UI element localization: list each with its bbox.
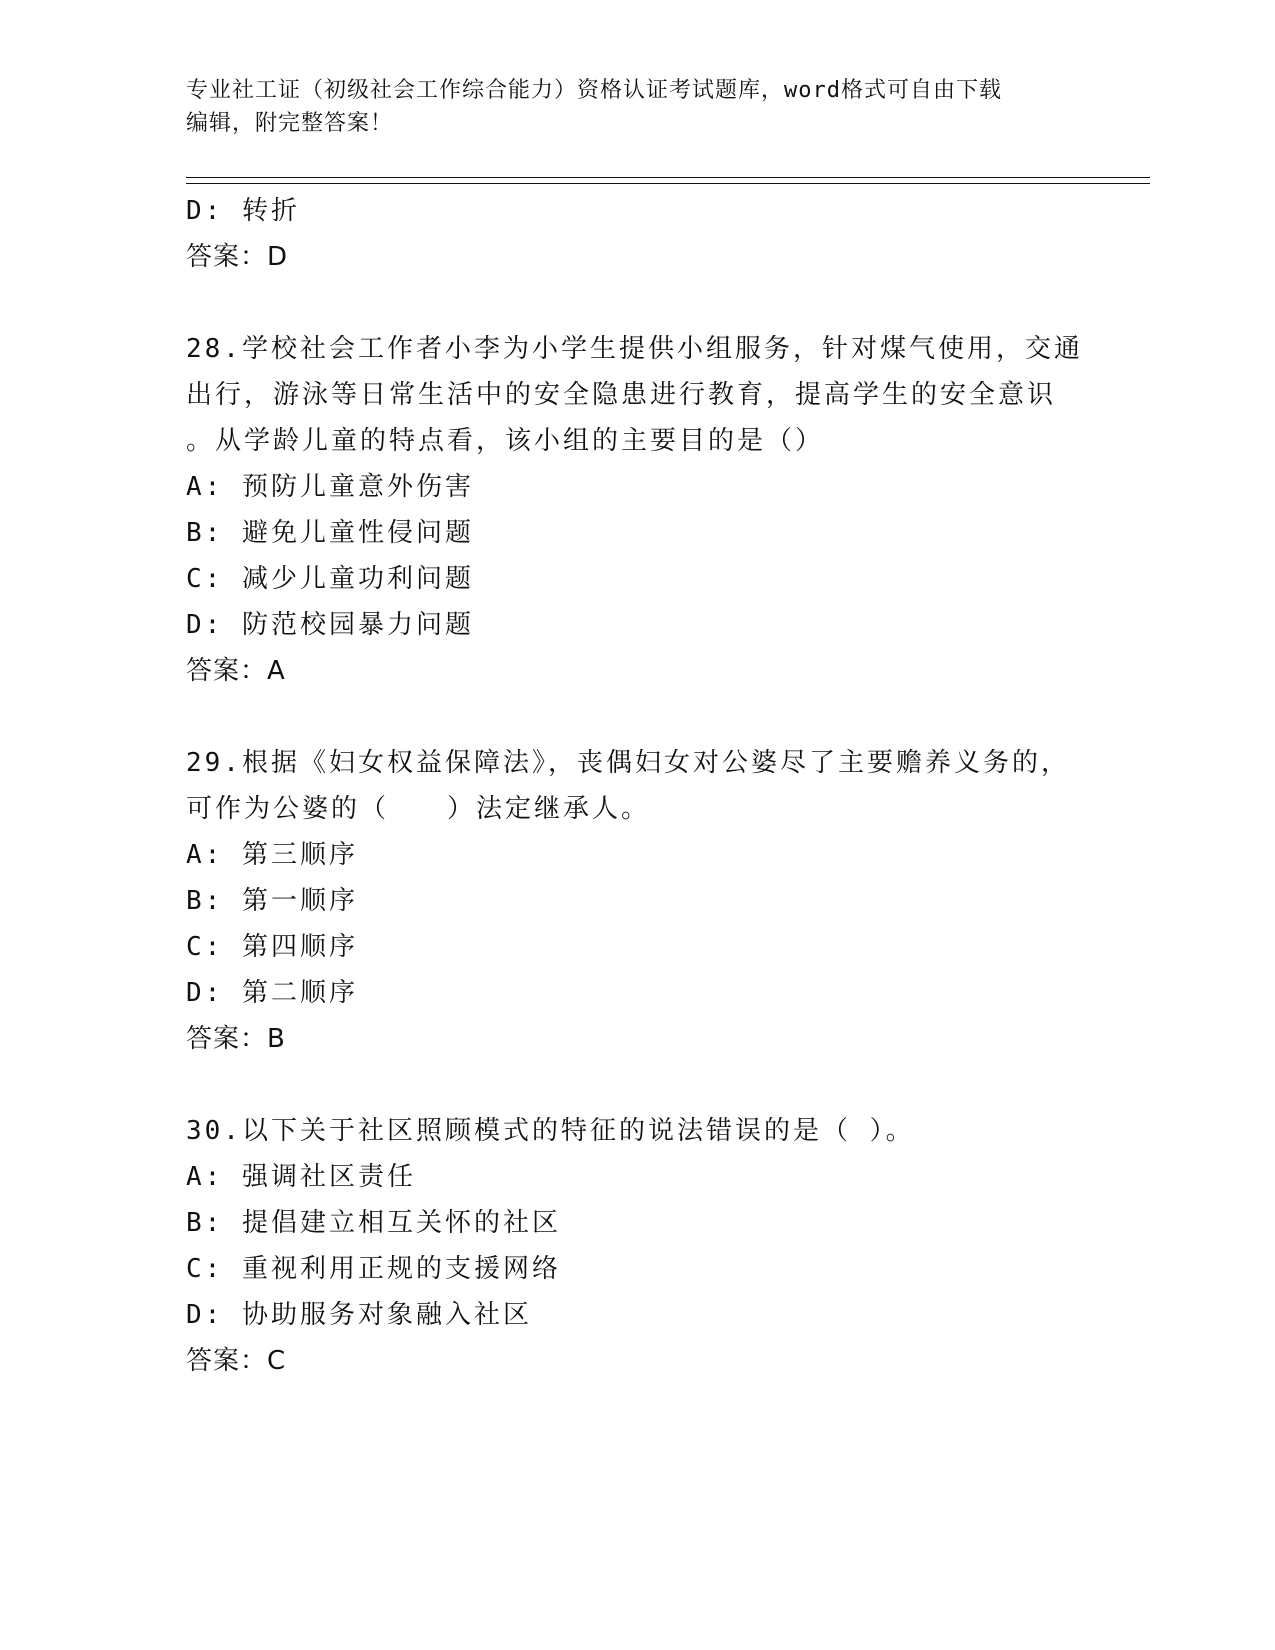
spacer: [186, 1062, 1086, 1108]
option-a: A: 第三顺序: [186, 840, 358, 870]
option-d: D: 第二顺序: [186, 978, 358, 1008]
question-stem: 29.根据《妇女权益保障法》，丧偶妇女对公婆尽了主要赡养义务的，: [186, 748, 1070, 778]
question-29: [186, 740, 1086, 1062]
answer-line: 答案：A: [186, 656, 286, 686]
question-stem: 28.学校社会工作者小李为小学生提供小组服务，针对煤气使用，交通: [186, 334, 1083, 364]
header-title-line-1: 专业社工证（初级社会工作综合能力）资格认证考试题库，word格式可自由下载: [186, 78, 1002, 103]
previous-question-tail: [186, 188, 1086, 280]
option-d: D: 转折: [186, 196, 300, 226]
option-b: B: 提倡建立相互关怀的社区: [186, 1208, 561, 1238]
question-stem: 可作为公婆的（ ）法定继承人。: [186, 794, 651, 824]
spacer: [186, 280, 1086, 326]
answer-line: 答案：C: [186, 1346, 287, 1376]
option-c: C: 重视利用正规的支援网络: [186, 1254, 561, 1284]
option-d: D: 防范校园暴力问题: [186, 610, 474, 640]
option-a: A: 强调社区责任: [186, 1162, 416, 1192]
option-b: B: 避免儿童性侵问题: [186, 518, 474, 548]
question-stem: 出行，游泳等日常生活中的安全隐患进行教育，提高学生的安全意识: [186, 380, 1057, 410]
option-c: C: 第四顺序: [186, 932, 358, 962]
question-28: [186, 326, 1086, 694]
answer-line: 答案：B: [186, 1024, 286, 1054]
question-stem: 30.以下关于社区照顾模式的特征的说法错误的是（ ）。: [186, 1116, 915, 1146]
option-d: D: 协助服务对象融入社区: [186, 1300, 532, 1330]
option-a: A: 预防儿童意外伤害: [186, 472, 474, 502]
option-b: B: 第一顺序: [186, 886, 358, 916]
header-divider: [186, 177, 1150, 184]
answer-line: 答案：D: [186, 242, 289, 272]
question-content: [186, 188, 1086, 1384]
question-30: [186, 1108, 1086, 1384]
question-stem: 。从学龄儿童的特点看，该小组的主要目的是（）: [186, 426, 825, 456]
header-title-line-2: 编辑，附完整答案！: [186, 111, 394, 136]
spacer: [186, 694, 1086, 740]
page-header: [186, 74, 1086, 140]
option-c: C: 减少儿童功利问题: [186, 564, 474, 594]
